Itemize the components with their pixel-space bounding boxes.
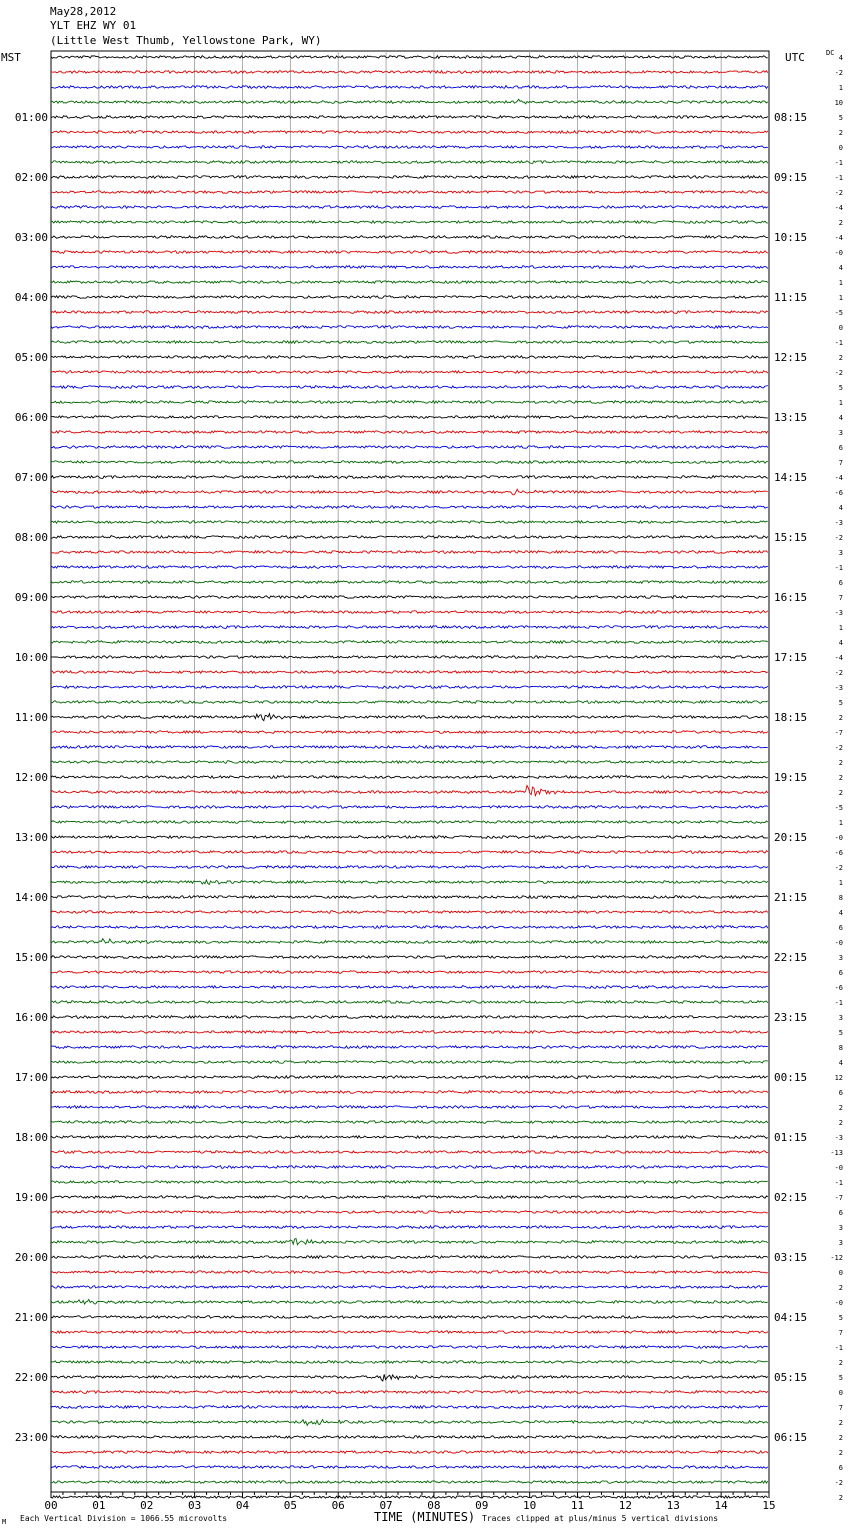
seismic-trace (51, 71, 768, 74)
dc-value: 1 (838, 879, 843, 887)
left-hour-label: 07:00 (14, 471, 48, 484)
dc-value: -2 (834, 189, 843, 197)
dc-value: 12 (834, 1074, 843, 1082)
dc-value: 2 (838, 774, 843, 782)
left-hour-label: 16:00 (14, 1011, 48, 1024)
seismic-trace (51, 896, 768, 899)
seismic-trace (51, 626, 768, 629)
seismic-trace (51, 1136, 768, 1139)
left-hour-label: 10:00 (14, 651, 48, 664)
seismic-trace (51, 1361, 768, 1364)
dc-value: 3 (838, 1224, 843, 1232)
seismic-trace (51, 1299, 768, 1304)
seismic-trace (51, 1196, 768, 1199)
seismic-trace (51, 131, 768, 134)
seismic-trace (51, 1106, 768, 1109)
seismic-trace (51, 431, 768, 434)
x-tick-label: 02 (140, 1499, 154, 1512)
seismic-trace (51, 1466, 768, 1469)
right-hour-label: 18:15 (774, 711, 808, 724)
dc-value: 2 (838, 1419, 843, 1427)
right-hour-label: 12:15 (774, 351, 808, 364)
x-tick-label: 10 (523, 1499, 537, 1512)
seismic-trace (51, 596, 768, 599)
clip-note: Traces clipped at plus/minus 5 vertical divisions (482, 1514, 719, 1523)
dc-value: 0 (838, 1269, 843, 1277)
seismic-trace (51, 1151, 768, 1154)
x-axis-title: TIME (MINUTES) (374, 1510, 476, 1524)
dc-value: -1 (834, 1344, 843, 1352)
seismic-trace (51, 821, 768, 824)
dc-value: -6 (834, 984, 843, 992)
right-hour-label: 03:15 (774, 1251, 808, 1264)
dc-value: -4 (834, 204, 843, 212)
dc-value: -3 (834, 1134, 843, 1142)
seismic-trace (51, 1226, 768, 1229)
seismic-trace (51, 686, 768, 689)
dc-value: -4 (834, 474, 843, 482)
seismic-trace (51, 236, 768, 239)
dc-value: -4 (834, 234, 843, 242)
seismic-trace (51, 1286, 768, 1289)
dc-value: -1 (834, 339, 843, 347)
right-hour-label: 21:15 (774, 891, 808, 904)
dc-value: 2 (838, 789, 843, 797)
x-tick-label: 12 (618, 1499, 633, 1512)
dc-value: 3 (838, 954, 843, 962)
seismic-trace (51, 836, 768, 839)
seismic-trace (51, 281, 768, 284)
seismic-trace (51, 956, 768, 959)
plot-labels (15, 54, 843, 1512)
dc-value: 6 (838, 1209, 843, 1217)
dc-value: 1 (838, 624, 843, 632)
seismic-trace (51, 251, 768, 254)
left-hour-label: 12:00 (14, 771, 48, 784)
seismic-trace (51, 1181, 768, 1184)
seismic-trace (51, 971, 768, 974)
seismic-trace (51, 116, 768, 119)
right-hour-label: 16:15 (774, 591, 808, 604)
left-hour-label: 09:00 (14, 591, 48, 604)
dc-value: -2 (834, 669, 843, 677)
right-hour-label: 19:15 (774, 771, 808, 784)
left-hour-label: 15:00 (14, 951, 48, 964)
seismic-trace (51, 701, 768, 704)
x-tick-label: 09 (475, 1499, 489, 1512)
seismic-trace (51, 311, 768, 314)
dc-value: 7 (838, 1404, 843, 1412)
footer-mark: M (2, 1518, 7, 1526)
vertical-scale-note: Each Vertical Division = 1066.55 microvolts (20, 1514, 228, 1523)
right-hour-label: 02:15 (774, 1191, 808, 1204)
dc-value: -7 (834, 1194, 843, 1202)
dc-value: 4 (838, 909, 843, 917)
dc-value: 5 (838, 699, 843, 707)
dc-value: -1 (834, 174, 843, 182)
seismic-trace (51, 611, 768, 614)
seismic-trace (51, 99, 768, 104)
seismic-trace (51, 1256, 768, 1259)
seismic-trace (51, 1046, 768, 1049)
dc-value: 0 (838, 144, 843, 152)
seismic-trace (51, 176, 768, 179)
dc-value: 7 (838, 459, 843, 467)
seismic-trace (51, 476, 768, 479)
dc-value: 1 (838, 294, 843, 302)
dc-value: 6 (838, 924, 843, 932)
dc-value: 7 (838, 594, 843, 602)
seismic-trace (51, 1001, 768, 1004)
dc-value: 5 (838, 384, 843, 392)
seismic-trace (51, 746, 768, 749)
x-tick-label: 04 (235, 1499, 250, 1512)
seismic-trace (51, 1271, 768, 1274)
dc-value: -0 (834, 1164, 843, 1172)
x-tick-label: 11 (570, 1499, 585, 1512)
dc-value: 5 (838, 1314, 843, 1322)
dc-value: -2 (834, 1479, 843, 1487)
left-timezone-label: MST (1, 51, 21, 64)
dc-value: 2 (838, 1359, 843, 1367)
station-location: (Little West Thumb, Yellowstone Park, WY) (50, 34, 322, 47)
dc-value: -6 (834, 849, 843, 857)
dc-value: 6 (838, 1089, 843, 1097)
dc-value: -1 (834, 159, 843, 167)
seismic-trace (51, 911, 768, 914)
seismic-trace (51, 714, 768, 721)
seismic-trace (51, 489, 768, 495)
left-hour-label: 17:00 (14, 1071, 48, 1084)
dc-value: -2 (834, 744, 843, 752)
traces (51, 56, 768, 1499)
dc-value: -3 (834, 519, 843, 527)
dc-value: -12 (830, 1254, 843, 1262)
x-tick-label: 13 (666, 1499, 680, 1512)
dc-value: -1 (834, 564, 843, 572)
x-tick-label: 00 (44, 1499, 58, 1512)
left-hour-label: 06:00 (14, 411, 48, 424)
right-hour-label: 00:15 (774, 1071, 808, 1084)
seismic-trace (51, 1016, 768, 1019)
right-hour-label: 01:15 (774, 1131, 808, 1144)
dc-value: 2 (838, 129, 843, 137)
seismic-trace (51, 506, 768, 509)
dc-value: 4 (838, 54, 843, 62)
dc-value: -13 (830, 1149, 843, 1157)
seismic-trace (51, 1451, 768, 1454)
dc-value: -5 (834, 804, 843, 812)
left-hour-label: 11:00 (14, 711, 48, 724)
seismic-trace (51, 761, 768, 764)
seismic-trace (51, 926, 768, 929)
x-tick-label: 07 (379, 1499, 393, 1512)
dc-value: -7 (834, 729, 843, 737)
left-hour-label: 01:00 (14, 111, 48, 124)
dc-value: -1 (834, 999, 843, 1007)
dc-value: -0 (834, 834, 843, 842)
seismic-trace (51, 551, 768, 554)
seismic-trace (51, 191, 768, 194)
seismic-trace (51, 1481, 768, 1484)
dc-value: 2 (838, 354, 843, 362)
left-hour-label: 21:00 (14, 1311, 48, 1324)
right-hour-label: 09:15 (774, 171, 808, 184)
dc-value: -3 (834, 609, 843, 617)
seismic-trace (51, 566, 768, 569)
dc-value: 0 (838, 324, 843, 332)
right-hour-label: 04:15 (774, 1311, 808, 1324)
right-hour-label: 08:15 (774, 111, 808, 124)
right-timezone-label: UTC (785, 51, 805, 64)
seismic-trace (51, 656, 768, 659)
seismic-trace (51, 56, 768, 59)
x-tick-label: 14 (714, 1499, 728, 1512)
dc-value: -0 (834, 939, 843, 947)
seismic-trace (51, 521, 768, 524)
dc-value: 6 (838, 969, 843, 977)
dc-value: 2 (838, 759, 843, 767)
seismic-trace (51, 1239, 768, 1245)
record-date: May28,2012 (50, 5, 117, 18)
right-hour-label: 05:15 (774, 1371, 808, 1384)
dc-value: 7 (838, 1329, 843, 1337)
left-hour-label: 23:00 (14, 1431, 48, 1444)
dc-value: -3 (834, 684, 843, 692)
right-hour-label: 10:15 (774, 231, 808, 244)
seismic-trace (51, 1346, 768, 1349)
x-tick-label: 15 (762, 1499, 776, 1512)
dc-value: 1 (838, 819, 843, 827)
seismic-trace (51, 641, 768, 644)
left-hour-label: 18:00 (14, 1131, 48, 1144)
seismic-trace (51, 386, 768, 389)
dc-value: 8 (838, 894, 843, 902)
dc-value: 1 (838, 84, 843, 92)
seismic-trace (51, 461, 768, 464)
seismic-trace (51, 1420, 768, 1426)
seismic-trace (51, 1374, 768, 1381)
seismic-trace (51, 86, 768, 89)
dc-value: -4 (834, 654, 843, 662)
dc-value: -2 (834, 69, 843, 77)
seismic-trace (51, 1076, 768, 1079)
dc-value: 10 (834, 99, 843, 107)
dc-value: 8 (838, 1044, 843, 1052)
dc-value: 5 (838, 1374, 843, 1382)
dc-value: 6 (838, 579, 843, 587)
dc-value: 2 (838, 1104, 843, 1112)
x-tick-label: 01 (92, 1499, 106, 1512)
dc-value: 4 (838, 264, 843, 272)
seismic-trace (51, 581, 768, 584)
dc-label: DC (826, 49, 835, 57)
right-hour-label: 20:15 (774, 831, 808, 844)
dc-value: 4 (838, 504, 843, 512)
dc-value: 6 (838, 1464, 843, 1472)
seismic-trace (51, 326, 768, 329)
right-hour-label: 11:15 (774, 291, 808, 304)
seismic-trace (51, 1436, 768, 1439)
dc-value: 0 (838, 1389, 843, 1397)
dc-value: 3 (838, 1014, 843, 1022)
dc-value: 6 (838, 444, 843, 452)
right-hour-label: 23:15 (774, 1011, 808, 1024)
right-hour-label: 22:15 (774, 951, 808, 964)
dc-value: 1 (838, 399, 843, 407)
seismic-trace (51, 1121, 768, 1124)
right-hour-label: 17:15 (774, 651, 808, 664)
seismic-trace (51, 1061, 768, 1064)
right-hour-label: 15:15 (774, 531, 808, 544)
seismic-trace (51, 296, 768, 299)
x-tick-label: 03 (187, 1499, 202, 1512)
seismic-trace (51, 671, 768, 674)
left-hour-label: 08:00 (14, 531, 48, 544)
dc-value: 3 (838, 1239, 843, 1247)
seismic-trace (51, 786, 768, 797)
x-tick-label: 06 (331, 1499, 345, 1512)
seismic-trace (51, 356, 768, 359)
dc-value: -1 (834, 1179, 843, 1187)
x-tick-label: 05 (283, 1499, 297, 1512)
seismic-trace (51, 939, 768, 944)
left-hour-label: 20:00 (14, 1251, 48, 1264)
seismic-trace (51, 416, 768, 419)
seismic-trace (51, 731, 768, 734)
dc-value: 2 (838, 714, 843, 722)
dc-value: 4 (838, 414, 843, 422)
dc-value: -6 (834, 489, 843, 497)
dc-value: 1 (838, 279, 843, 287)
seismic-trace (51, 1211, 768, 1214)
right-hour-label: 13:15 (774, 411, 808, 424)
dc-value: 2 (838, 1494, 843, 1502)
x-tick-label: 08 (427, 1499, 441, 1512)
station-code: YLT EHZ WY 01 (50, 19, 137, 32)
plot-frame (51, 51, 769, 1492)
left-hour-label: 22:00 (14, 1371, 48, 1384)
dc-value: -0 (834, 1299, 843, 1307)
dc-value: 4 (838, 639, 843, 647)
seismic-trace (51, 986, 768, 989)
left-hour-label: 13:00 (14, 831, 48, 844)
seismic-trace (51, 1166, 768, 1169)
left-hour-label: 14:00 (14, 891, 48, 904)
seismic-trace (51, 880, 768, 885)
seismic-trace (51, 401, 768, 404)
left-hour-label: 04:00 (14, 291, 48, 304)
right-hour-label: 14:15 (774, 471, 808, 484)
seismic-trace (51, 161, 768, 164)
seismic-trace (51, 1031, 768, 1034)
dc-value: 3 (838, 549, 843, 557)
seismic-trace (51, 341, 768, 344)
dc-value: -0 (834, 249, 843, 257)
seismic-trace (51, 146, 768, 149)
seismic-trace (51, 1331, 768, 1334)
seismic-trace (51, 1391, 768, 1394)
seismic-trace (51, 536, 768, 539)
dc-value: 4 (838, 1059, 843, 1067)
left-hour-label: 19:00 (14, 1191, 48, 1204)
dc-value: -5 (834, 309, 843, 317)
seismic-trace (51, 206, 768, 209)
dc-value: -2 (834, 534, 843, 542)
seismic-trace (51, 371, 768, 374)
seismic-trace (51, 266, 768, 269)
seismic-trace (51, 221, 768, 224)
dc-value: 5 (838, 1029, 843, 1037)
dc-value: -2 (834, 864, 843, 872)
left-hour-label: 02:00 (14, 171, 48, 184)
seismic-trace (51, 1316, 768, 1319)
seismic-trace (51, 851, 768, 854)
dc-value: 2 (838, 1434, 843, 1442)
dc-value: 3 (838, 429, 843, 437)
left-hour-label: 05:00 (14, 351, 48, 364)
dc-value: 2 (838, 219, 843, 227)
dc-value: 2 (838, 1119, 843, 1127)
seismic-trace (51, 776, 768, 779)
seismic-trace (51, 1496, 768, 1499)
seismic-trace (51, 866, 768, 869)
seismic-trace (51, 446, 768, 449)
seismic-trace (51, 1091, 768, 1094)
dc-value: 2 (838, 1284, 843, 1292)
dc-value: -2 (834, 369, 843, 377)
right-hour-label: 06:15 (774, 1431, 808, 1444)
seismic-trace (51, 1406, 768, 1409)
left-hour-label: 03:00 (14, 231, 48, 244)
dc-value: 2 (838, 1449, 843, 1457)
seismic-trace (51, 806, 768, 809)
dc-value: 5 (838, 114, 843, 122)
